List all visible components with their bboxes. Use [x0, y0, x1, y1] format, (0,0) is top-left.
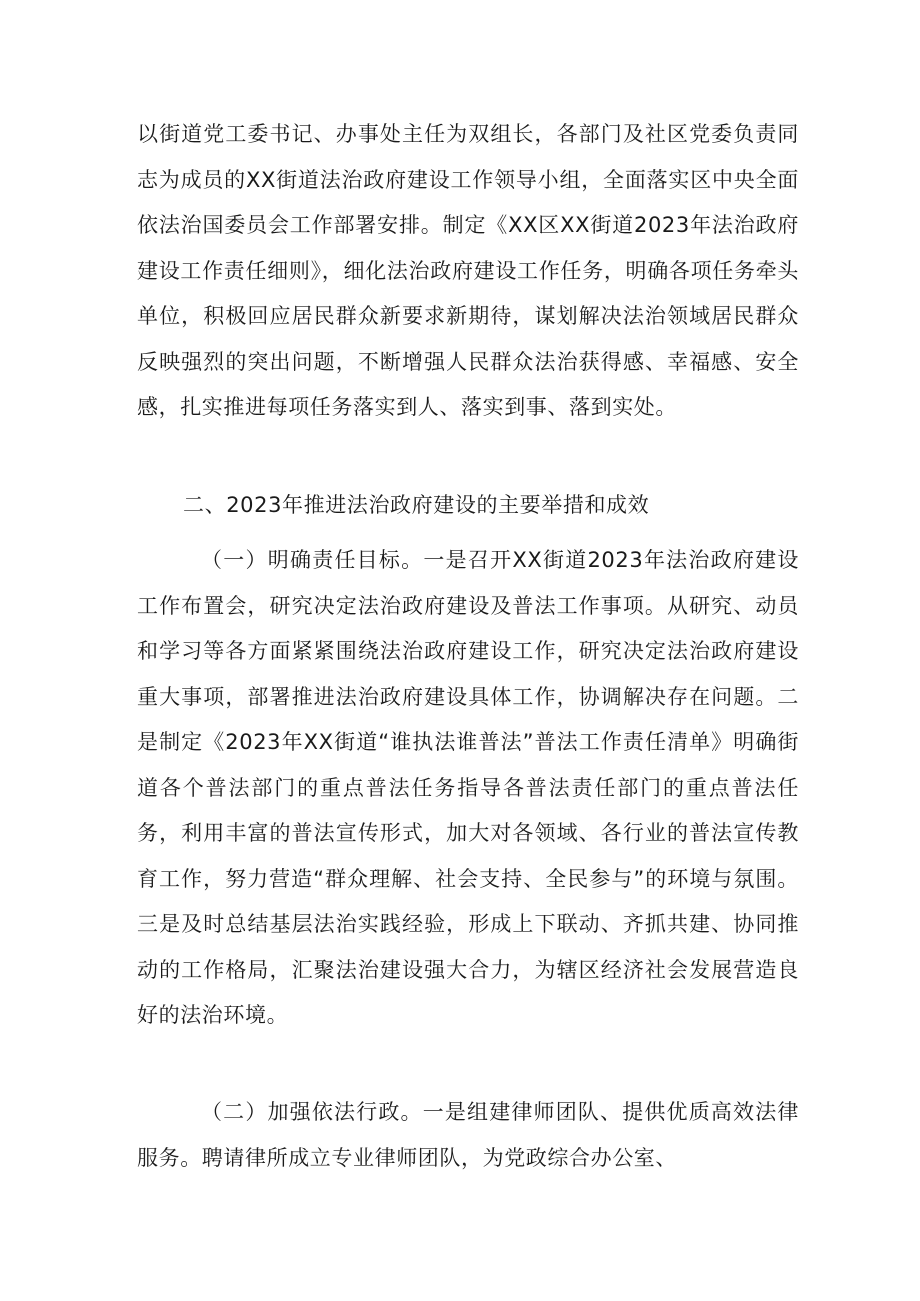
- body-paragraph-1: 以街道党工委书记、办事处主任为双组长，各部门及社区党委负责同志为成员的XX街道法治政府建设工作领导小组，全面落实区中央全面依法治国委员会工作部署安排。制定《XX区XX街道2023年法治政府建设工作责任细则》，细化法治政府建设工作任务，明确各项任务牵头单位，积极回应居民群众新要求新期待，谋划解决法治领域居民群众反映强烈的突出问题，不断增强人民群众法治获得感、幸福感、安全感，扎实推进每项任务落实到人、落实到事、落到实处。: [137, 122, 799, 419]
- section-heading: 二、2023年推进法治政府建设的主要举措和成效: [183, 493, 650, 517]
- body-paragraph-2: （一）明确责任目标。一是召开XX街道2023年法治政府建设工作布置会，研究决定法治政府建设及普法工作事项。从研究、动员和学习等各方面紧紧围绕法治政府建设工作，研究决定法治政府建设重大事项，部署推进法治政府建设具体工作，协调解决存在问题。二是制定《2023年XX街道“谁执法谁普法”普法工作责任清单》明确街道各个普法部门的重点普法任务指导各普法责任部门的重点普法任务，利用丰富的普法宣传形式，加大对各领域、各行业的普法宣传教育工作，努力营造“群众理解、社会支持、全民参与”的环境与氛围。三是及时总结基层法治实践经验，形成上下联动、齐抓共建、协同推动的工作格局，汇聚法治建设强大合力，为辖区经济社会发展营造良好的法治环境。: [137, 548, 799, 1027]
- body-paragraph-3: （二）加强依法行政。一是组建律师团队、提供优质高效法律服务。聘请律所成立专业律师团队，为党政综合办公室、: [137, 1100, 799, 1170]
